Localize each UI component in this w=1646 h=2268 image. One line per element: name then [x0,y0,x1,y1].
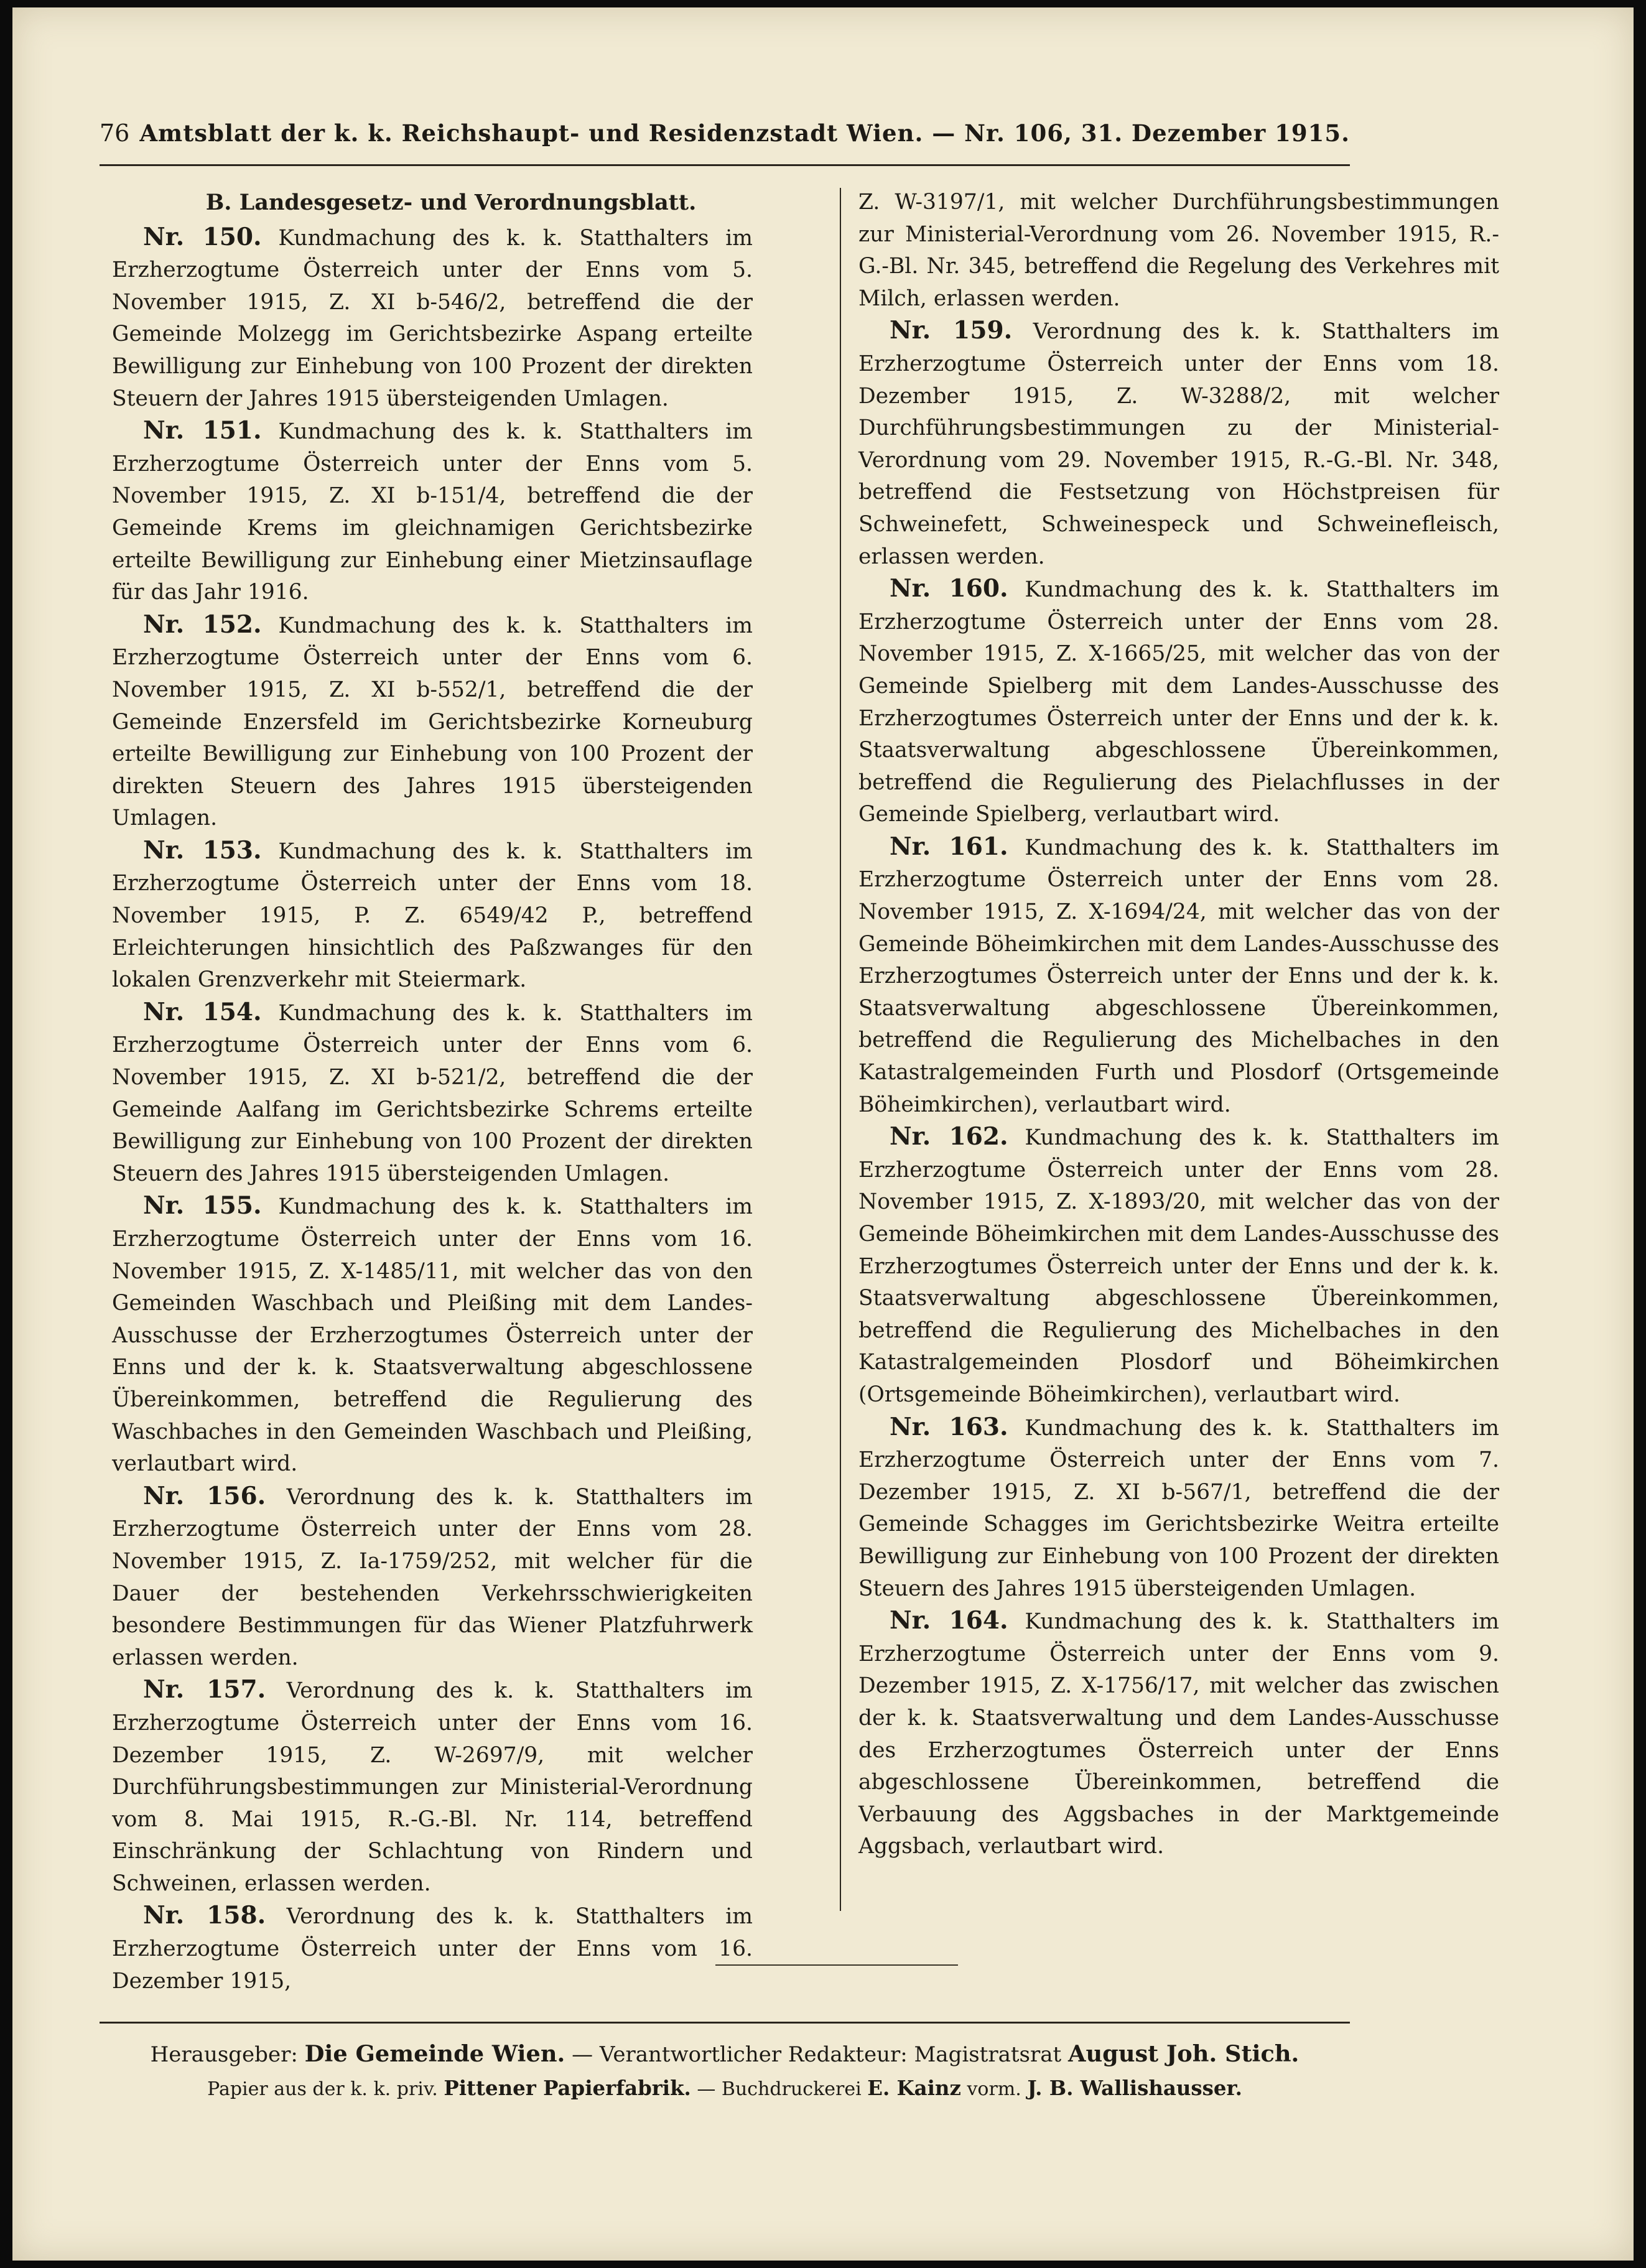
editor: August Joh. Stich. [1067,2040,1300,2067]
entry-text: Verordnung des k. k. Statthalters im Erzherzogtume Österreich unter der Enns vom 16. Dezember 1915, [112,1904,753,1994]
printer-mid: vorm. [967,2078,1021,2100]
entry-nr-158-continued: Z. W-3197/1, mit welcher Durchführungsbestimmungen zur Ministerial-Verordnung vom 26. November 1915, R.-G.-Bl. Nr. 345, betreffend die Regelung des Verkehres mit Milch, erlassen werden. [858,190,1499,311]
publisher: Die Gemeinde Wien. [304,2040,565,2067]
entry-text: Verordnung des k. k. Statthalters im Erzherzogtume Österreich unter der Enns vom 18. Dezember 1915, Z. W-3288/2, mit welcher Durchführungsbestimmungen zu der Ministerial-Verordnung vom 29. November 1915, R.-G.-Bl. Nr. 348, betreffend die Festsetzung von Höchstpreisen für Schweinefett, Schweinespeck und Schweinefleisch, erlassen werden. [858,319,1500,569]
entry-nr-159 [858,315,1499,573]
entry-number: Nr. 152. [143,610,262,639]
entry-text: Kundmachung des k. k. Statthalters im Erzherzogtume Österreich unter der Enns vom 5. November 1915, Z. XI b-546/2, betreffend die der Gemeinde Molzegg im Gerichtsbezirke Aspang erteilte Bewilligung zur Einhebung von 100 Prozent der direkten Steuern der Jahres 1915 übersteigenden Umlagen. [112,225,753,411]
paper-label: Papier aus der k. k. priv. [207,2078,438,2100]
entry-text: Kundmachung des k. k. Statthalters im Erzherzogtume Österreich unter der Enns vom 28. November 1915, Z. X-1893/20, mit welcher das von der Gemeinde Böheimkirchen mit dem Landes-Ausschusse des Erzherzogtumes Österreich unter der Enns und der k. k. Staatsverwaltung abgeschlossene Übereinkommen, betreffend die Regulierung des Michelbaches in den Katastralgemeinden Plosdorf und Böheimkirchen (Ortsgemeinde Böheimkirchen), verlautbart wird. [858,1125,1500,1407]
entry-nr-161 [858,831,1499,1121]
entry-text: Verordnung des k. k. Statthalters im Erzherzogtume Österreich unter der Enns vom 16. Dezember 1915, Z. W-2697/9, mit welcher Durchführungsbestimmungen zur Ministerial-Verordnung vom 8. Mai 1915, R.-G.-Bl. Nr. 114, betreffend Einschränkung der Schlachtung von Rindern und Schweinen, erlassen werden. [112,1678,753,1896]
publisher-label: Herausgeber: [150,2042,298,2067]
page-number: 76 [100,119,130,147]
entry-nr-157 [112,1674,753,1900]
end-rule [715,1964,958,1966]
entry-number: Nr. 156. [143,1481,266,1510]
column-divider [840,188,841,1911]
entry-nr-152 [112,609,753,835]
entry-number: Nr. 158. [143,1901,266,1930]
header-rule [100,164,1350,166]
entry-nr-154 [112,997,753,1191]
entry-text: Kundmachung des k. k. Statthalters im Erzherzogtume Österreich unter der Enns vom 28. November 1915, Z. X-1694/24, mit welcher das von der Gemeinde Böheimkirchen mit dem Landes-Ausschusse des Erzherzogtumes Österreich unter der Enns und der k. k. Staatsverwaltung abgeschlossene Übereinkommen, betreffend die Regulierung des Michelbaches in den Katastralgemeinden Furth und Plosdorf (Ortsgemeinde Böheimkirchen), verlautbart wird. [858,835,1500,1117]
entry-number: Nr. 154. [143,997,262,1026]
entry-number: Nr. 150. [143,222,262,251]
printer-successor: J. B. Wallishausser. [1027,2076,1242,2100]
entry-number: Nr. 155. [143,1191,262,1220]
entry-text: Kundmachung des k. k. Statthalters im Erzherzogtume Österreich unter der Enns vom 16. November 1915, Z. X-1485/11, mit welcher das von den Gemeinden Waschbach und Pleißing mit dem Landes-Ausschusse der Erzherzogtumes Österreich unter der Enns und der k. k. Staatsverwaltung abgeschlossene Übereinkommen, betreffend die Regulierung des Waschbaches in den Gemeinden Waschbach und Pleißing, verlautbart wird. [112,1194,753,1477]
entry-text: Kundmachung des k. k. Statthalters im Erzherzogtume Österreich unter der Enns vom 18. November 1915, P. Z. 6549/42 P., betreffend Erleichterungen hinsichtlich des Paßzwanges für den lokalen Grenzverkehr mit Steiermark. [112,839,753,993]
entry-text: Verordnung des k. k. Statthalters im Erzherzogtume Österreich unter der Enns vom 28. November 1915, Z. Ia-1759/252, mit welcher für die Dauer der bestehenden Verkehrsschwierigkeiten besondere Bestimmungen für das Wiener Platzfuhrwerk erlassen werden. [112,1484,753,1670]
entry-number: Nr. 157. [143,1675,266,1704]
entry-nr-164 [858,1605,1499,1863]
imprint-printer-line [100,2076,1350,2100]
entry-number: Nr. 162. [890,1122,1008,1151]
entry-nr-151 [112,415,753,609]
footer-rule [100,2022,1350,2024]
entry-number: Nr. 164. [890,1606,1008,1635]
entry-number: Nr. 161. [890,832,1008,861]
entry-nr-158 [112,1900,753,1997]
entry-text: Kundmachung des k. k. Statthalters im Erzherzogtume Österreich unter der Enns vom 7. Dezember 1915, Z. XI b-567/1, betreffend die der Gemeinde Schagges im Gerichtsbezirke Weitra erteilte Bewilligung zur Einhebung von 100 Prozent der direkten Steuern des Jahres 1915 übersteigenden Umlagen. [858,1415,1500,1601]
left-column [112,187,753,1997]
entry-number: Nr. 151. [143,416,262,445]
entry-number: Nr. 153. [143,835,262,865]
entry-number: Nr. 163. [890,1412,1008,1441]
entry-text: Kundmachung des k. k. Statthalters im Erzherzogtume Österreich unter der Enns vom 6. November 1915, Z. XI b-521/2, betreffend die der Gemeinde Aalfang im Gerichtsbezirke Schrems erteilte Bewilligung zur Einhebung von 100 Prozent der direkten Steuern des Jahres 1915 übersteigenden Umlagen. [112,1000,753,1186]
page [12,7,1634,2261]
entry-nr-160 [858,573,1499,831]
entry-number: Nr. 159. [890,316,1013,345]
paper-mill: Pittener Papierfabrik. [444,2076,691,2100]
entry-text: Kundmachung des k. k. Statthalters im Erzherzogtume Österreich unter der Enns vom 6. November 1915, Z. XI b-552/1, betreffend die der Gemeinde Enzersfeld im Gerichtsbezirke Korneuburg erteilte Bewilligung zur Einhebung von 100 Prozent der direkten Steuern des Jahres 1915 übersteigenden Umlagen. [112,613,753,831]
entry-nr-153 [112,835,753,997]
running-head: Amtsblatt der k. k. Reichshaupt- und Residenzstadt Wien. — Nr. 106, 31. Dezember 1915. [139,119,1350,147]
right-column [858,187,1499,1863]
entry-nr-162 [858,1121,1499,1411]
entry-text: Kundmachung des k. k. Statthalters im Erzherzogtume Österreich unter der Enns vom 28. November 1915, Z. X-1665/25, mit welcher das von der Gemeinde Spielberg mit dem Landes-Ausschusse des Erzherzogtumes Österreich unter der Enns und der k. k. Staatsverwaltung abgeschlossene Übereinkommen, betreffend die Regulierung des Pielachflusses in der Gemeinde Spielberg, verlautbart wird. [858,577,1500,827]
entry-number: Nr. 160. [890,574,1008,603]
imprint-publisher-line [100,2040,1350,2067]
entry-nr-150 [112,221,753,416]
entry-text: Kundmachung des k. k. Statthalters im Erzherzogtume Österreich unter der Enns vom 5. November 1915, Z. XI b-151/4, betreffend die der Gemeinde Krems im gleichnamigen Gerichtsbezirke erteilte Bewilligung zur Einhebung einer Mietzinsauflage für das Jahr 1916. [112,419,753,605]
page-header [100,119,1350,157]
printer-label: — Buchdruckerei [697,2078,862,2100]
entry-nr-156 [112,1480,753,1675]
entry-nr-155 [112,1190,753,1480]
editor-label: — Verantwortlicher Redakteur: Magistratsrat [572,2042,1062,2067]
entry-nr-163 [858,1411,1499,1606]
section-title: B. Landesgesetz- und Verordnungsblatt. [205,190,697,215]
entry-text: Kundmachung des k. k. Statthalters im Erzherzogtume Österreich unter der Enns vom 9. Dezember 1915, Z. X-1756/17, mit welcher das zwischen der k. k. Staatsverwaltung und dem Landes-Ausschusse des Erzherzogtumes Österreich unter der Enns abgeschlossene Übereinkommen, betreffend die Verbauung des Aggsbaches in der Marktgemeinde Aggsbach, verlautbart wird. [858,1609,1500,1859]
printer: E. Kainz [867,2076,961,2100]
